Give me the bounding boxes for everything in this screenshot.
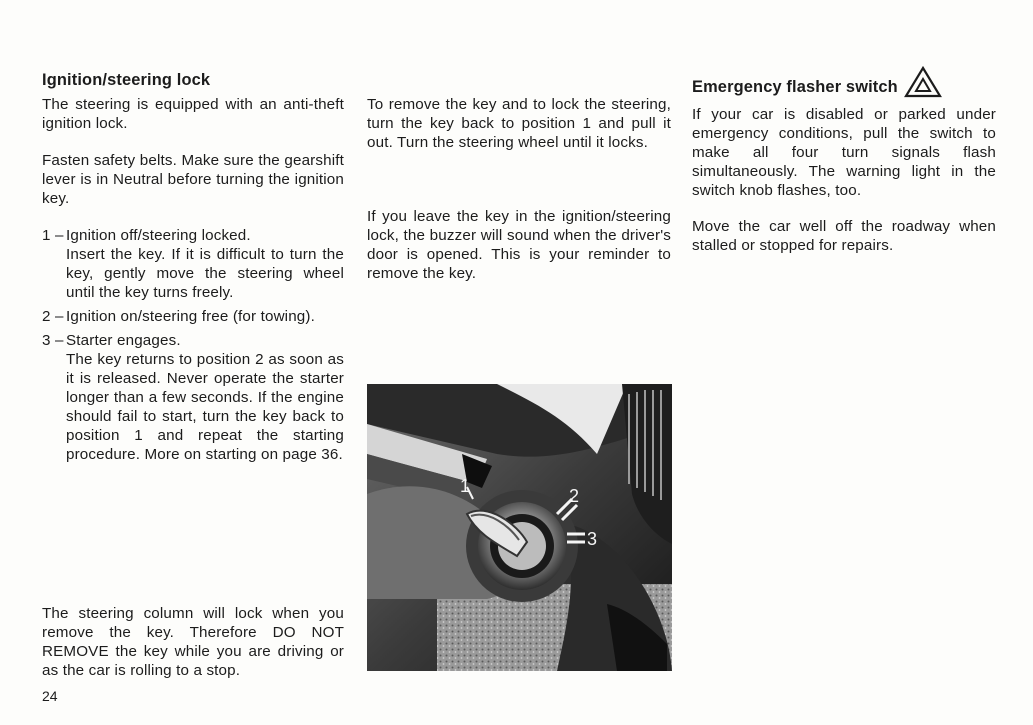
- emergency-heading: [692, 66, 996, 103]
- position-number: 2 –: [42, 308, 64, 325]
- warning-triangle-icon: [904, 66, 942, 103]
- position-number: 3 –: [42, 332, 64, 349]
- list-item: [42, 307, 344, 326]
- list-item: [42, 226, 344, 302]
- ignition-heading: Ignition/steering lock: [42, 71, 211, 89]
- position-detail: Insert the key. If it is difficult to turn the key, gently move the steering wheel until the key turns freely.: [66, 246, 344, 301]
- list-item: [42, 331, 344, 464]
- emergency-text-2: Move the car well off the roadway when stalled or stopped for repairs.: [692, 218, 996, 254]
- position-label: Starter engages.: [66, 332, 181, 349]
- remove-key-text: To remove the key and to lock the steering, turn the key back to position 1 and pull it out. Turn the steering wheel until it locks.: [367, 96, 671, 151]
- position-label: Ignition off/steering locked.: [66, 227, 251, 244]
- fasten-belts-text: Fasten safety belts. Make sure the gearshift lever is in Neutral before turning the ignition key.: [42, 152, 344, 207]
- position-number: 1 –: [42, 227, 64, 244]
- left-column: [42, 70, 344, 464]
- page-number: 24: [42, 688, 58, 704]
- key-position-list: [42, 226, 344, 464]
- ignition-lock-photo: [367, 384, 672, 671]
- emergency-text-1: If your car is disabled or parked under emergency conditions, pull the switch to make all four turn signals flash simultaneously. The warning light in the switch knob flashes, too.: [692, 106, 996, 199]
- column-lock-text: The steering column will lock when you remove the key. Therefore DO NOT REMOVE the key while you are driving or as the car is rolling to a stop.: [42, 605, 344, 679]
- ignition-lock-illustration: [367, 384, 672, 671]
- right-column: [692, 48, 996, 255]
- buzzer-text: If you leave the key in the ignition/steering lock, the buzzer will sound when the driver's door is opened. This is your reminder to remove the key.: [367, 208, 671, 282]
- column-lock-warning: [42, 604, 344, 680]
- position-3-label: 3: [587, 529, 598, 549]
- middle-column: [367, 95, 671, 283]
- position-detail: The key returns to position 2 as soon as it is released. Never operate the starter longer than a few seconds. If the engine should fail to start, turn the key back to position 1 and repeat the starting procedure. More on starting on page 36.: [66, 351, 344, 463]
- position-2-label: 2: [569, 486, 580, 506]
- position-label: Ignition on/steering free (for towing).: [66, 308, 315, 325]
- ignition-intro: The steering is equipped with an anti-theft ignition lock.: [42, 96, 344, 132]
- position-1-label: 1: [460, 476, 471, 496]
- emergency-heading-text: Emergency flasher switch: [692, 78, 898, 96]
